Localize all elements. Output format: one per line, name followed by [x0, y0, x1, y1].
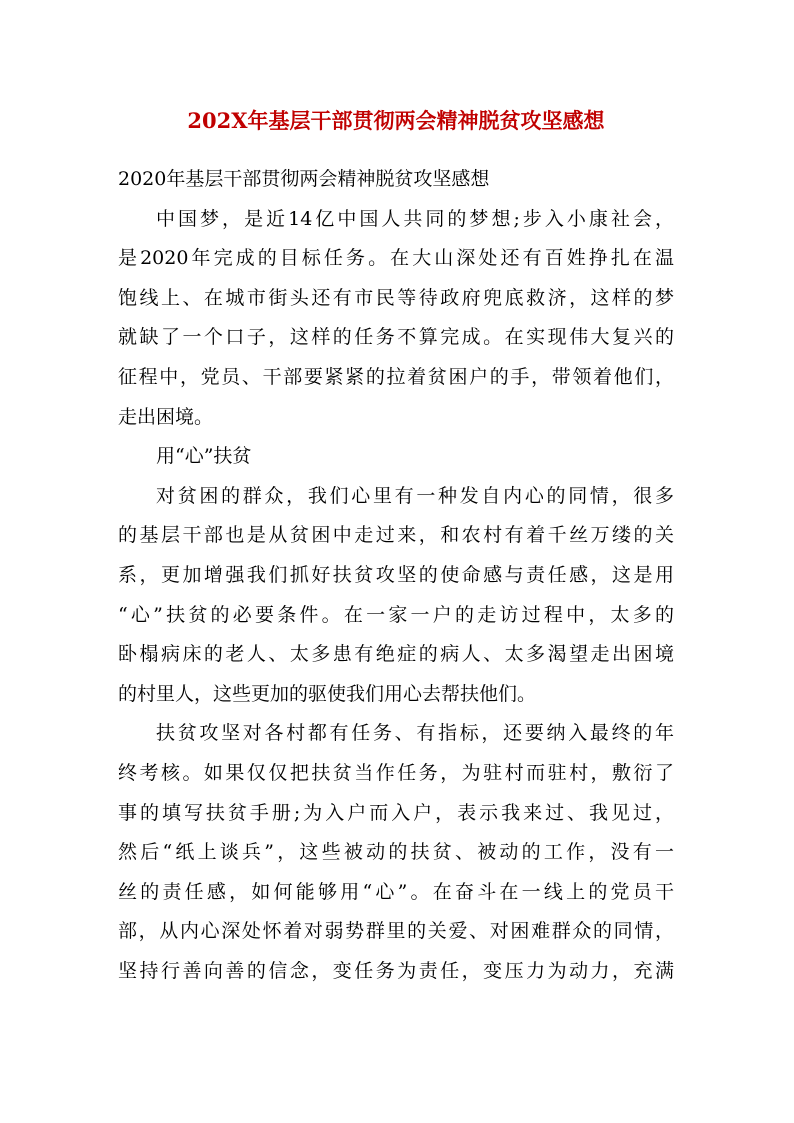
text-line: 饱线上、在城市街头还有市民等待政府兜底救济，这样的梦 [118, 286, 674, 309]
document-title: 202X年基层干部贯彻两会精神脱贫攻坚感想 [187, 108, 605, 133]
text-line: 扶贫攻坚对各村都有任务、有指标，还要纳入最终的年 [156, 722, 674, 745]
document-body [118, 160, 674, 991]
text-line: 的基层干部也是从贫困中走过来，和农村有着千丝万缕的关 [118, 524, 674, 547]
text-line: 坚持行善向善的信念，变任务为责任，变压力为动力，充满 [118, 959, 674, 982]
text-line: 部，从内心深处怀着对弱势群里的关爱、对困难群众的同情， [118, 920, 674, 943]
text-line: 事的填写扶贫手册;为入户而入户，表示我来过、我见过， [118, 801, 674, 824]
text-line: 2020年基层干部贯彻两会精神脱贫攻坚感想 [118, 168, 490, 190]
text-line: 终考核。如果仅仅把扶贫当作任务，为驻村而驻村，敷衍了 [118, 761, 674, 784]
text-line: 走出困境。 [118, 405, 214, 428]
text-line: 卧榻病床的老人、太多患有绝症的病人、太多渴望走出困境 [118, 643, 674, 666]
text-line: 丝的责任感，如何能够用“心”。在奋斗在一线上的党员干 [118, 880, 674, 903]
text-line: “心”扶贫的必要条件。在一家一户的走访过程中，太多的 [118, 603, 674, 626]
text-line: 对贫困的群众，我们心里有一种发自内心的同情，很多 [156, 484, 674, 507]
text-line: 中国梦，是近14亿中国人共同的梦想;步入小康社会， [156, 207, 674, 230]
text-line: 征程中，党员、干部要紧紧的拉着贫困户的手，带领着他们， [118, 365, 674, 388]
text-line: 是2020年完成的目标任务。在大山深处还有百姓挣扎在温 [118, 247, 674, 270]
text-line: 然后“纸上谈兵”，这些被动的扶贫、被动的工作，没有一 [118, 841, 674, 864]
text-line: 用“心”扶贫 [156, 445, 252, 468]
text-line: 的村里人，这些更加的驱使我们用心去帮扶他们。 [118, 682, 537, 705]
text-line: 系，更加增强我们抓好扶贫攻坚的使命感与责任感，这是用 [118, 563, 674, 586]
text-line: 就缺了一个口子，这样的任务不算完成。在实现伟大复兴的 [118, 326, 674, 349]
